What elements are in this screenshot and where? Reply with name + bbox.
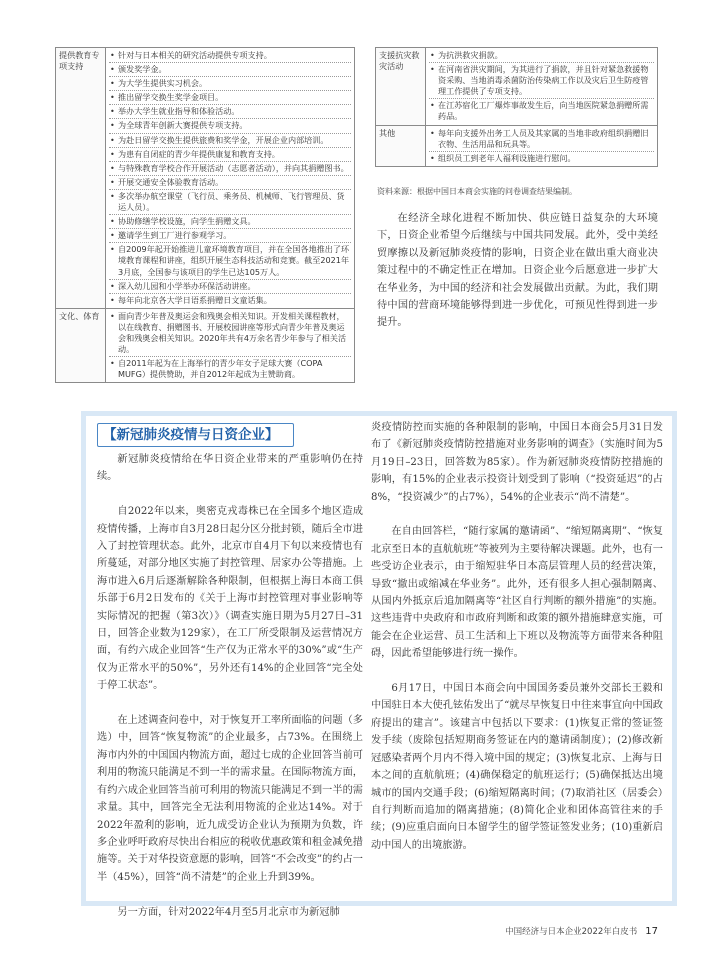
table-row (56, 48, 355, 309)
paragraph: 新冠肺炎疫情给在华日资企业带来的严重影响仍在持续。 (97, 454, 363, 483)
list-item: • 为患有自闭症的青少年提供康复和教育支持。 (109, 147, 351, 160)
table-items-cell (426, 125, 658, 166)
publication-title: 中国经济与日本企业2022年白皮书 (505, 927, 638, 937)
list-item: • 为抗洪救灾捐款。 (429, 50, 654, 61)
list-item: • 自2009年起开始推进儿童环境教育项目，并在全国各地推出了环境教育课程和讲座，组织开展生态科技活动和竞赛。截至2021年3月底，全国参与该项目的学生已达105万人。 (109, 242, 351, 277)
paragraph: 6月17日，中国日本商会向中国国务委员兼外交部长王毅和中国驻日本大使孔铉佑发出了“就尽早恢复日中往来事宜向中国政府提出的建言”。该建言中包括以下要求：(1)恢复正常的签证签发手续（废除包括短期商务签证在内的邀请函制度）；(2)修改新冠感染者两个月内不得入境中国的规定；(3)恢复北京、上海与日本之间的直航航班；(4)确保稳定的航班运行；(5)确保抵达出境城市的国内交通手段；(6)缩短隔离时间；(7)取消社区（居委会）自行判断而追加的隔离措施；(8)简化企业和团体高管往来的手续；(9)应重启面向日本留学生的留学签证签发业务；(10)重新启动中国人的出境旅游。 (371, 683, 663, 851)
paragraph-gap (371, 663, 663, 680)
list-item: • 开展交通安全体验教育活动。 (109, 175, 351, 188)
list-item: • 为赴日留学交换生提供旅费和奖学金，开展企业内部培训。 (109, 133, 351, 146)
table-category-cell: 提供教育专项支持 (56, 48, 106, 309)
page-number: 17 (645, 926, 658, 937)
table-category-cell: 其他 (376, 125, 426, 166)
source-note: 资料来源：根据中国日本商会实施的问卷调查结果编制。 (377, 187, 577, 196)
list-item: • 颁发奖学金。 (109, 62, 351, 75)
paragraph-gap (97, 486, 363, 503)
list-item: • 在河南省洪灾期间，为其进行了捐款，并且针对紧急救援物资采购、当地消毒杀菌防治传染病工作以及灾后卫生防疫管理工作提供了专项支持。 (429, 62, 654, 97)
paragraph: 在自由回答栏，“随行家属的邀请函”、“缩短隔离期”、“恢复北京至日本的直航航班”等被列为主要待解决课题。此外，也有一些受访企业表示，由于缩短驻华日本高层管理人员的经营决策，导致“撤出或缩减在华业务”。此外，还有很多人担心强制隔离、从国内外抵京后追加隔离等“社区自行判断的额外措施”的实施。这些违背中央政府和市政府判断和政策的额外措施肆意实施，可能会在企业运营、员工生活和上下班以及物流等方面带来各种阻碍，因此希望能够进行统一操作。 (371, 526, 663, 660)
list-item: • 为全球青年创新大赛提供专项支持。 (109, 118, 351, 131)
list-item: • 深入幼儿园和小学举办环保活动讲座。 (109, 279, 351, 292)
item-list (429, 50, 654, 123)
item-list (109, 311, 351, 381)
list-item: • 每年向支援外出务工人员及其家属的当地非政府组织捐赠旧衣物、生活用品和玩具等。 (429, 128, 654, 150)
feature-column-right (371, 419, 663, 854)
feature-column-left (97, 451, 363, 921)
list-item: • 在江苏宿化工厂爆炸事故发生后，向当地医院紧急捐赠所需药品。 (429, 98, 654, 122)
table-items-cell (106, 308, 355, 383)
paragraph: 炎疫情防控而实施的各种限制的影响，中国日本商会5月31日发布了《新冠肺炎疫情防控措施对业务影响的调查》（实施时间为5月19日–23日，回答数为85家）。作为新冠肺炎疫情防控措施的影响，有15%的企业表示投资计划受到了影响（“投资延迟”的占8%，“投资减少”的占7%），54%的企业表示“尚不清楚”。 (371, 422, 663, 503)
page-footer (505, 925, 658, 937)
list-item: • 为大学生提供实习机会。 (109, 76, 351, 89)
table-category-cell: 文化、体育 (56, 308, 106, 383)
cooperation-table-right (375, 47, 658, 167)
list-item: • 推出留学交换生奖学金项目。 (109, 90, 351, 103)
list-item: • 面向青少年普及奥运会和残奥会相关知识。开发相关课程教材，以在线教育、捐赠图书、开展校园讲座等形式向青少年普及奥运会和残奥会相关知识。2020年共有4万余名青少年参与了相关活动。 (109, 311, 351, 355)
table-row (376, 125, 658, 166)
item-list (429, 128, 654, 164)
item-list (109, 50, 351, 306)
feature-box-title: 【新冠肺炎疫情与日资企业】 (97, 423, 294, 447)
table-category-cell: 支援抗灾救灾活动 (376, 48, 426, 126)
table-row (56, 308, 355, 383)
list-item: • 邀请学生到工厂进行参观学习。 (109, 228, 351, 241)
table-items-cell (426, 48, 658, 126)
paragraph: 自2022年以来，奥密克戎毒株已在全国多个地区造成疫情传播，上海市自3月28日起分区分批封锁，随后全市进入了封控管理状态。此外，北京市自4月下旬以来疫情也有所蔓延，对部分地区实施了封控管理、居家办公等措施。上海市进入6月后逐渐解除各种限制，但根据上海日本商工俱乐部于6月2日发布的《关于上海市封控管理对事业影响等实际情况的把握（第3次）》（调查实施日期为5月27日–31日，回答企业数为129家），在工厂所受限制及运营情况方面，有约六成企业回答“生产仅为正常水平的30%”或“生产仅为正常水平的50%”，另外还有14%的企业回答“完全处于停工状态”。 (97, 506, 363, 692)
list-item: • 自2011年起为在上海举行的青少年女子足球大赛（COPA MUFG）提供赞助，并自2012年起成为主赞助商。 (109, 356, 351, 380)
list-item: • 每年向北京各大学日语系捐赠日文童话集。 (109, 293, 351, 306)
list-item: • 针对与日本相关的研究活动提供专项支持。 (109, 50, 351, 61)
paragraph-gap (97, 695, 363, 712)
list-item: • 组织员工到老年人福利设施进行慰问。 (429, 151, 654, 164)
conclusion-paragraph: 在经济全球化进程不断加快、供应链日益复杂的大环境下，日资企业希望今后继续与中国共同发展。此外，受中美经贸摩擦以及新冠肺炎疫情的影响，日资企业在做出重大商业决策过程中的不确定性正在增加。日资企业今后愿意进一步扩大在华业务，为中国的经济和社会发展做出贡献。为此，我们期待中国的营商环境能够得到进一步优化，可预见性得到进一步提升。 (377, 213, 658, 329)
cooperation-table-left (55, 47, 355, 383)
paragraph: 另一方面，针对2022年4月至5月北京市为新冠肺 (117, 906, 340, 918)
paragraph-gap (97, 886, 363, 903)
paragraph-gap (371, 506, 663, 523)
table-items-cell (106, 48, 355, 309)
paragraph: 在上述调查问卷中，对于恢复开工率所面临的问题（多选）中，回答“恢复物流”的企业最多，占73%。在围绕上海市内外的中国国内物流方面，超过七成的企业回答当前可利用的物流只能满足不到一半的需求量。在国际物流方面，有约六成企业回答当前可利用的物流只能满足不到一半的需求量。其中，回答完全无法利用物流的企业达14%。对于2022年盈利的影响，近九成受访企业认为预期为负数，许多企业呼吁政府尽快出台相应的税收优惠政策和租金减免措施等。关于对华投资意愿的影响，回答“不会改变”的约占一半（45%），回答“尚不清楚”的企业上升到39%。 (97, 715, 363, 883)
list-item: • 与特殊教育学校合作开展活动（志愿者活动），并向其捐赠图书。 (109, 161, 351, 174)
list-item: • 举办大学生就业指导和体验活动。 (109, 104, 351, 117)
list-item: • 协助修缮学校设施，向学生捐赠文具。 (109, 214, 351, 227)
table-row (376, 48, 658, 126)
list-item: • 多次举办航空课堂（飞行员、乘务员、机械师、飞行管理员、货运人员）。 (109, 189, 351, 213)
